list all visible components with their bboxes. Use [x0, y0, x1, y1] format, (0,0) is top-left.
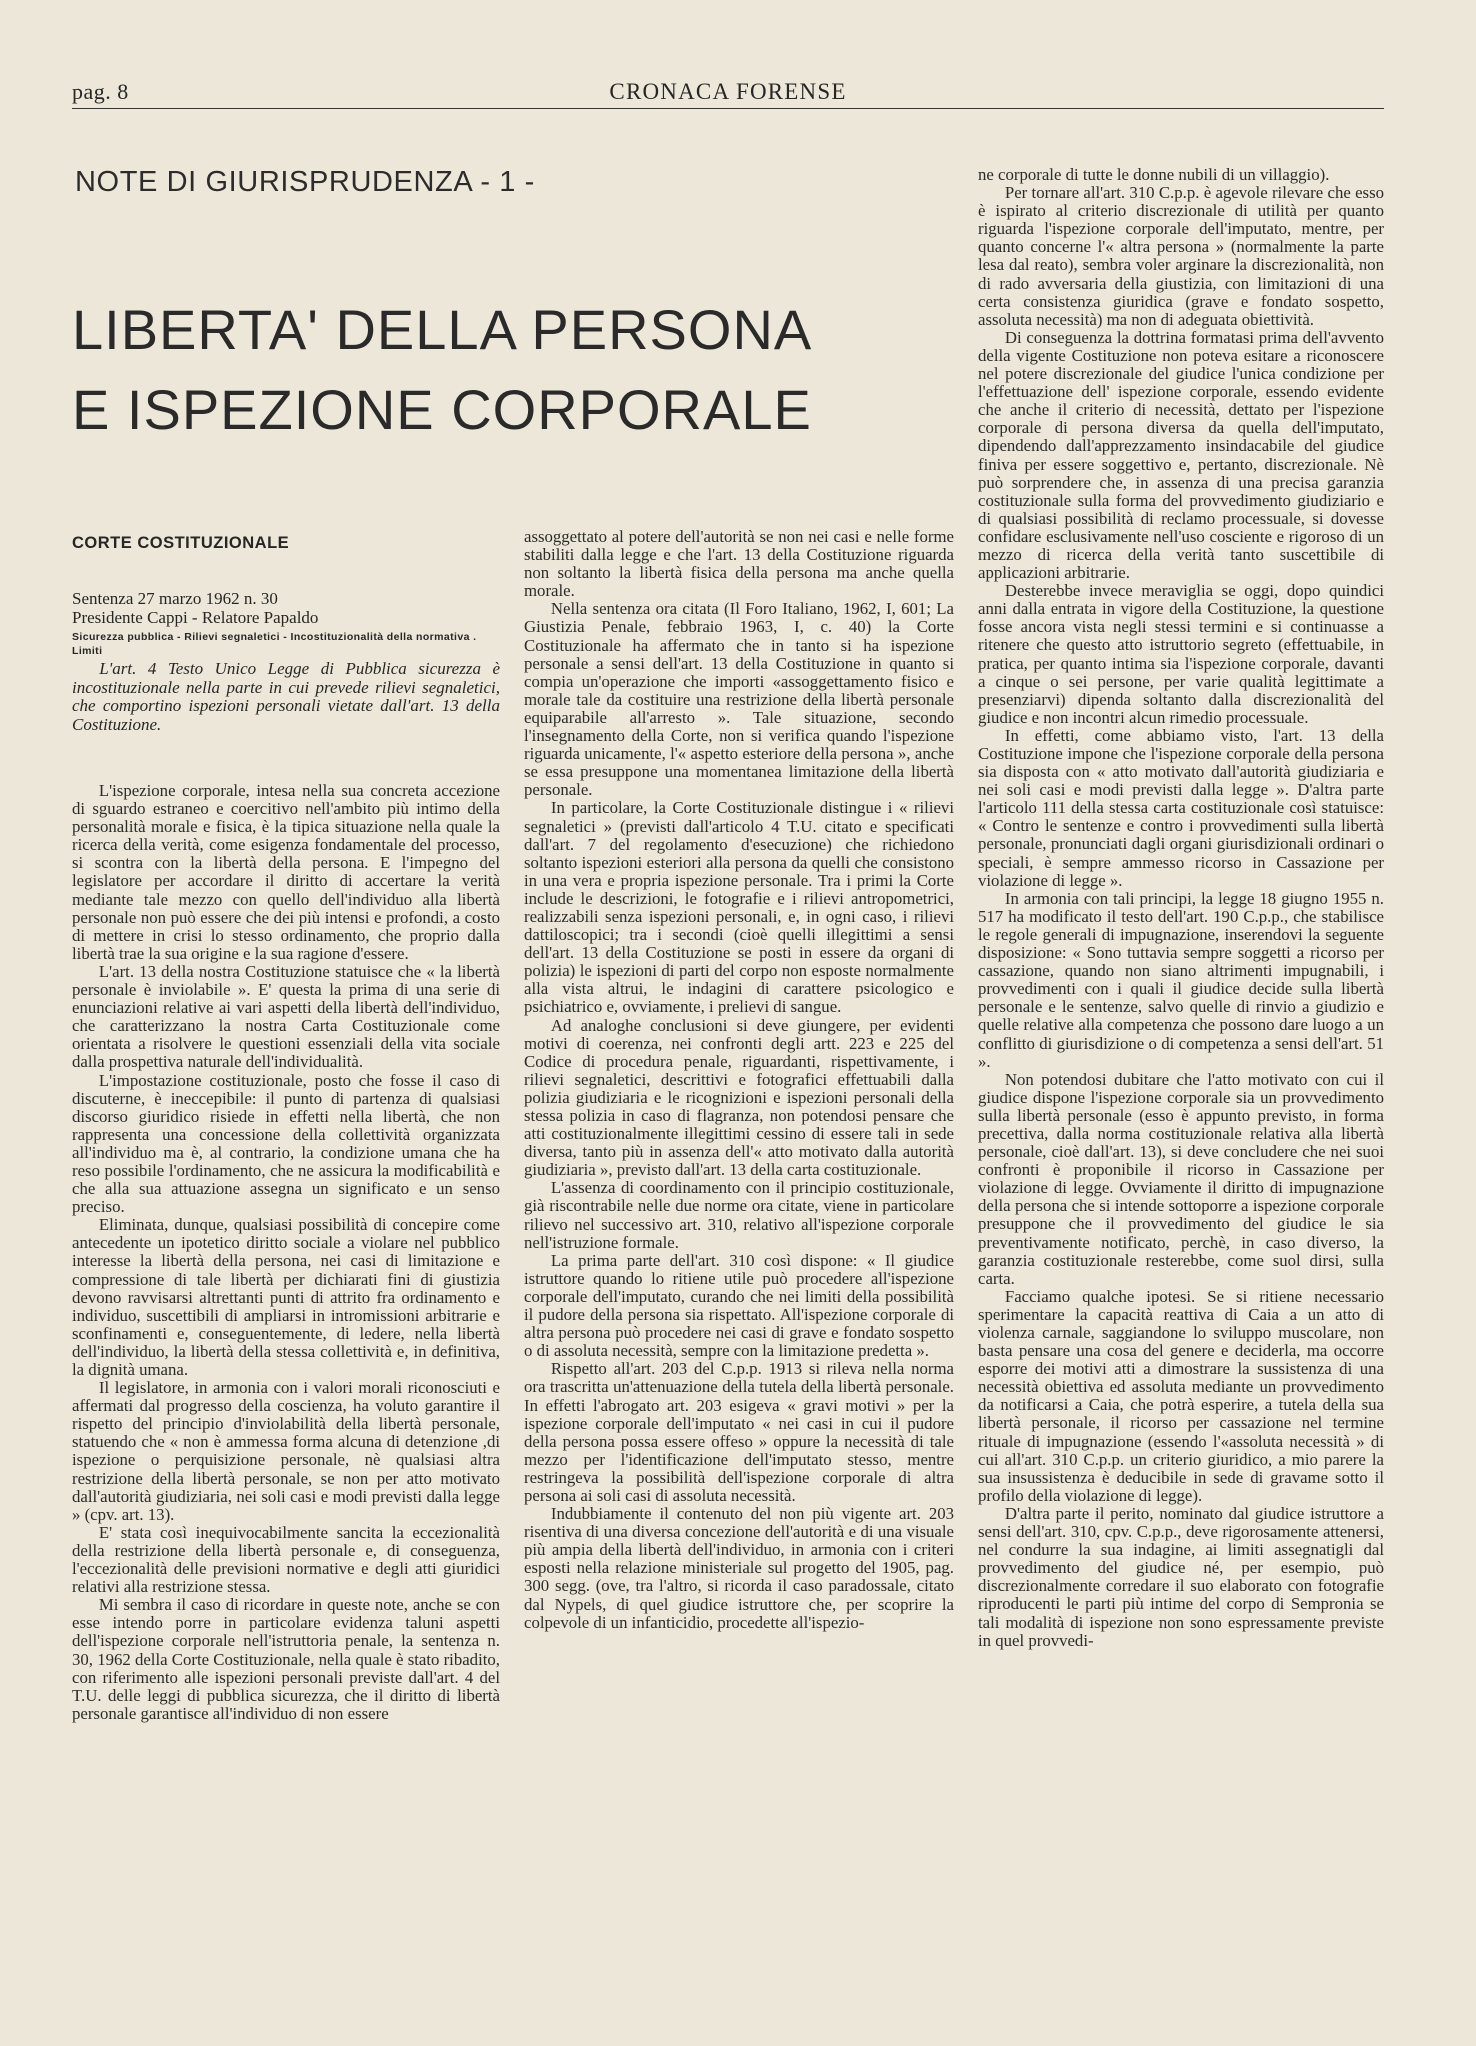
- sentence-abstract: [72, 660, 500, 734]
- paragraph: L'ispezione corporale, intesa nella sua concreta accezione di sguardo estraneo e coercitivo nell'ambito più intimo della personalità morale e fisica, è la tipica situazione nella quale la ricerca della verità, come esigenza fondamentale del processo, si scontra con la libertà della persona. E l'impegno del legislatore per accordare il diritto di accertare la verità mediante tale mezzo con quello dell'individuo alla libertà personale non può essere che dei più intensi e profondi, a costo di mettere in crisi lo stesso ordinamento, che proprio dalla libertà trae la sua origine e la sua ragione d'essere.: [72, 781, 500, 963]
- paragraph: Indubbiamente il contenuto del non più vigente art. 203 risentiva di una diversa concezione dell'autorità e di una visuale più ampia della libertà dell'individuo, in armonia con i criteri esposti nella relazione ministeriale sul progetto del 1905, pag. 300 segg. (ove, tra l'altro, si ricorda il caso paradossale, citato dal Nypels, di quel giudice istruttore che, per scoprire la colpevole di un infanticidio, procedette all'ispezio-: [524, 1504, 954, 1632]
- text-column-3: [978, 166, 1384, 1650]
- article-title: [72, 290, 952, 450]
- running-header: [72, 76, 1384, 109]
- paragraph: L'art. 13 della nostra Costituzione statuisce che « la libertà personale è inviolabile ». E' questa la prima di una serie di enunciazioni relative ai vari aspetti della libertà dell'individuo, che caratterizzano la nostra Carta Costituzionale come orientata a risolvere le questioni essenziali della vita sociale dalla prospettiva naturale dell'individualità.: [72, 961, 500, 1072]
- article-title-line-2: E ISPEZIONE CORPORALE: [72, 378, 812, 441]
- sentence-abstract-text: L'art. 4 Testo Unico Legge di Pubblica sicurezza è incostituzionale nella parte in cui prevede rilievi segnaletici, che comportino ispezioni personali vietate dall'art. 13 della Costituzione.: [72, 659, 500, 734]
- page-number: pag. 8: [72, 79, 129, 104]
- paragraph: La prima parte dell'art. 310 così dispone: « Il giudice istruttore quando lo ritiene utile può procedere all'ispezione corporale dell'imputato, curando che nei limiti della possibilità il pudore della persona sia rispettato. All'ispezione corporale di altra persona può procedere nei casi di grave e fondato sospetto o di assoluta necessità, sempre con la limitazione predetta ».: [524, 1250, 954, 1361]
- sentence-judges: Presidente Cappi - Relatore Papaldo: [72, 607, 319, 627]
- paragraph: Il legislatore, in armonia con i valori morali riconosciuti e affermati dal progresso della coscienza, ha voluto garantire il rispetto del principio d'inviolabilità della libertà personale, statuendo che « non è ammessa forma alcuna di detenzione ,di ispezione o perquisizione personale, nè qualsiasi altra restrizione della libertà personale, se non per atto motivato dall'autorità giudiziaria, nei soli casi e modi previsti dalla legge » (cpv. art. 13).: [72, 1378, 500, 1524]
- article-title-line-1: LIBERTA' DELLA PERSONA: [72, 298, 813, 361]
- sentence-block: [72, 590, 500, 734]
- paragraph: L'impostazione costituzionale, posto che fosse il caso di discuterne, è ineccepibile: il punto di partenza di qualsiasi discorso giuridico risiede in effetti nella libertà, che non rappresenta una concessione della collettività organizzata all'individuo ma è, al contrario, la condizione umana che ha reso possibile l'ordinamento, che ne assicura la modificabilità e che alla sua attuazione assegna un significato e un senso preciso.: [72, 1070, 500, 1217]
- sentence-reference: Sentenza 27 marzo 1962 n. 30: [72, 589, 278, 608]
- paragraph: In particolare, la Corte Costituzionale distingue i « rilievi segnaletici » (previsti dall'articolo 4 T.U. citato e specificati dall'art. 7 del regolamento d'esecuzione) che richiedono soltanto ispezioni esteriori alla persona da quelli che consistono in una vera e propria ispezione personale. Tra i primi la Corte include le descrizioni, le fotografie e i rilievi antropometrici, realizzabili senza ispezioni personali, e, in ogni caso, i rilievi dattiloscopici; tra i secondi (cioè quelli illegittimi a sensi dell'art. 13 della Costituzione se posti in essere da organi di polizia) le ispezioni di parti del corpo non esposte normalmente alla vista altrui, le indagini di carattere psicologico e psichiatrico e, ovviamente, i prelievi di sangue.: [524, 798, 954, 1017]
- paragraph: ne corporale di tutte le donne nubili di un villaggio).: [978, 165, 1330, 184]
- paragraph: In armonia con tali principi, la legge 18 giugno 1955 n. 517 ha modificato il testo dell'art. 190 C.p.p., che stabilisce le regole generali di impugnazione, inserendovi la seguente disposizione: « Sono tuttavia sempre soggetti a ricorso per cassazione, quando non siano altrimenti impugnabili, i provvedimenti con i quali il giudice decide sulla libertà personale e le sentenze, salvo quelle di rinvio a giudizio e quelle relative alla competenza che possono dare luogo a un conflitto di giurisdizione o di competenza a sensi dell'art. 51 ».: [978, 888, 1384, 1071]
- paragraph: Non potendosi dubitare che l'atto motivato con cui il giudice dispone l'ispezione corporale sia un provvedimento sulla libertà personale (esso è appunto previsto, in forma precettiva, dalla norma costituzionale relativa alla libertà personale, cioè dall'art. 13), si deve concludere che nei suoi confronti è proponibile il ricorso in Cassazione per violazione di legge. Ovviamente il diritto di impugnazione della persona che si intende sottoporre a ispezione corporale presuppone che il provvedimento del giudice le sia preventivamente notificato, perchè, in caso diverso, la garanzia costituzionale resterebbe, come suol dirsi, sulla carta.: [978, 1069, 1384, 1288]
- text-column-1: [72, 782, 500, 1723]
- paragraph: Nella sentenza ora citata (Il Foro Italiano, 1962, I, 601; La Giustizia Penale, febbraio 1963, I, c. 40) la Corte Costituzionale ha affermato che in tanto si ha ispezione personale a sensi dell'art. 13 della Costituzione in quanto si compia un'operazione che importi «assoggettamento fisico e morale tale da costituire una restrizione della libertà personale equiparabile all'arresto ». Tale situazione, secondo l'insegnamento della Corte, non si verifica quando l'ispezione riguarda unicamente, l'« aspetto esteriore della persona », anche se essa presuppone una momentanea limitazione della libertà personale.: [524, 599, 954, 800]
- journal-title: CRONACA FORENSE: [609, 79, 847, 104]
- paragraph: D'altra parte il perito, nominato dal giudice istruttore a sensi dell'art. 310, cpv. C.p.p., deve rigorosamente attenersi, nel condurre la sua indagine, ai limiti assegnatigli dal provvedimento del giudice né, per esempio, può discrezionalmente corredare il suo elaborato con fotografie riproducenti le parti più intime del corpo di Sempronia se tali modalità di ispezione non sono espressamente previste in quel provvedi-: [978, 1503, 1384, 1650]
- court-heading: CORTE COSTITUZIONALE: [72, 534, 290, 552]
- paragraph: Ad analoghe conclusioni si deve giungere, per evidenti motivi di coerenza, nei confronti degli artt. 223 e 225 del Codice di procedura penale, riguardanti, rispettivamente, i rilievi segnaletici, descrittivi e fotografici effettuabili dalla polizia giudiziaria e le ricognizioni e ispezioni personali della stessa polizia in caso di flagranza, non potendosi pensare che atti costituzionalmente illegittimi cessino di essere tali in sede diversa, tanto più in assenza dell'« atto motivato dalla autorità giudiziaria », previsto dall'art. 13 della carta costituzionale.: [524, 1015, 954, 1180]
- sentence-keywords: Sicurezza pubblica - Rilievi segnaletici - Incostituzionalità della normativa . Limiti: [72, 631, 477, 657]
- paragraph: Rispetto all'art. 203 del C.p.p. 1913 si rileva nella norma ora trascritta un'attenuazione della tutela della libertà personale. In effetti l'abrogato art. 203 esigeva « gravi motivi » per la ispezione corporale dell'imputato « nei casi in cui il pudore della persona possa essere offeso » oppure la necessità di tale mezzo per l'identificazione dell'imputato stesso, mentre restringeva la possibilità dell'ispezione corporale di altra persona ai soli casi di assoluta necessità.: [524, 1359, 954, 1505]
- paragraph: Per tornare all'art. 310 C.p.p. è agevole rilevare che esso è ispirato al criterio discrezionale di utilità per quanto riguarda l'ispezione corporale dell'imputato, mentre, per quanto concerne l'« altra persona » (normalmente la parte lesa dal reato), sembra voler arginare la discrezionalità, non di rado avversaria della giustizia, con limitazioni di una certa consistenza giuridica (grave e fondato sospetto, assoluta necessità) ma non di adeguata obiettività.: [978, 183, 1384, 329]
- paragraph: Desterebbe invece meraviglia se oggi, dopo quindici anni dalla entrata in vigore della Costituzione, la questione fosse ancora vista negli stessi termini e si continuasse a ritenere che questo atto istruttorio segreto (effettuabile, in pratica, per quanto intima sia l'ispezione corporale, davanti a cinque o sei persone, per varie qualità legittimate a presenziarvi) dipenda soltanto dalla discrezionalità del giudice e non incontri alcun rimedio processuale.: [978, 581, 1384, 727]
- paragraph: Di conseguenza la dottrina formatasi prima dell'avvento della vigente Costituzione non poteva esitare a riconoscere nel potere discrezionale del giudice l'unica condizione per l'effettuazione dell' ispezione corporale, essendo evidente che anche il criterio di necessità, dettato per l'ispezione corporale di persona diversa da quella dell'imputato, dipendendo dall'apprezzamento insindacabile del giudice finiva per essere soggettivo e, pertanto, discrezionale. Nè può sorprendere che, in assenza di una precisa garanzia costituzionale sulla forma del provvedimento giudiziario e di qualsiasi possibilità di reclamo processuale, si dovesse confidare esclusivamente nell'uso cosciente e rigoroso di un mezzo di ricerca della verità tanto suscettibile di applicazioni arbitrarie.: [978, 327, 1384, 583]
- paragraph: assoggettato al potere dell'autorità se non nei casi e nelle forme stabiliti dalla legge e che l'art. 13 della Costituzione riguarda non soltanto la libertà fisica della persona ma anche quella morale.: [524, 527, 954, 601]
- paragraph: Eliminata, dunque, qualsiasi possibilità di concepire come antecedente un ipotetico diritto sociale a violare nel pubblico interesse la libertà della persona, nei casi di limitazione e compressione di tale libertà per dichiarati fini di giustizia devono ravvisarsi altrettanti punti di attrito fra ordinamento e individuo, suscettibili di ampliarsi in intromissioni arbitrarie e sconfinamenti e, conseguentemente, di ledere, nella libertà dell'individuo, la libertà della stessa collettività e, in definitiva, la dignità umana.: [72, 1215, 500, 1379]
- section-kicker: NOTE DI GIURISPRUDENZA - 1 -: [75, 166, 535, 198]
- paragraph: Facciamo qualche ipotesi. Se si ritiene necessario sperimentare la capacità reattiva di Caia a un atto di violenza carnale, saggiandone lo sviluppo muscolare, non basta pensare una cosa del genere e deciderla, ma occorre esporre dei motivi atti a dimostrare la sussistenza di una necessità obiettiva ed assoluta mediante un provvedimento da notificarsi a Caia, che potrà esperire, a tutela della sua libertà personale, il ricorso per cassazione nel termine rituale di impugnazione (essendo l'«assoluta necessità » di cui all'art. 310 C.p.p. un criterio giuridico, a mio parere la sua insussistenza è deducibile in sede di gravame sotto il profilo della violazione di legge).: [978, 1286, 1384, 1505]
- text-column-2: [524, 528, 954, 1632]
- paragraph: L'assenza di coordinamento con il principio costituzionale, già riscontrabile nelle due norme ora citate, viene in particolare rilievo nel successivo art. 310, relativo all'ispezione corporale nell'istruzione formale.: [524, 1178, 954, 1252]
- paragraph: E' stata così inequivocabilmente sancita la eccezionalità della restrizione della libertà personale e, di conseguenza, l'eccezionalità delle previsioni normative e degli atti giuridici relativi alla restrizione stessa.: [72, 1522, 500, 1597]
- paragraph: In effetti, come abbiamo visto, l'art. 13 della Costituzione impone che l'ispezione corporale della persona sia disposta con « atto motivato dall'autorità giudiziaria e nei soli casi e modi previsti dalla legge ». D'altra parte l'articolo 111 della stessa carta costituzionale così statuisce: « Contro le sentenze e contro i provvedimenti sulla libertà personale, pronunciati dagli organi giurisdizionali ordinari o speciali, è sempre ammesso ricorso in Cassazione per violazione di legge ».: [978, 725, 1384, 890]
- paragraph: Mi sembra il caso di ricordare in queste note, anche se con esse intendo porre in particolare evidenza taluni aspetti dell'ispezione corporale nell'istruttoria penale, la sentenza n. 30, 1962 della Corte Costituzionale, nella quale è stato ribadito, con riferimento alle ispezioni personali previste dall'art. 4 del T.U. delle leggi di pubblica sicurezza, che il diritto di libertà personale garantisce all'individuo di non essere: [72, 1595, 500, 1723]
